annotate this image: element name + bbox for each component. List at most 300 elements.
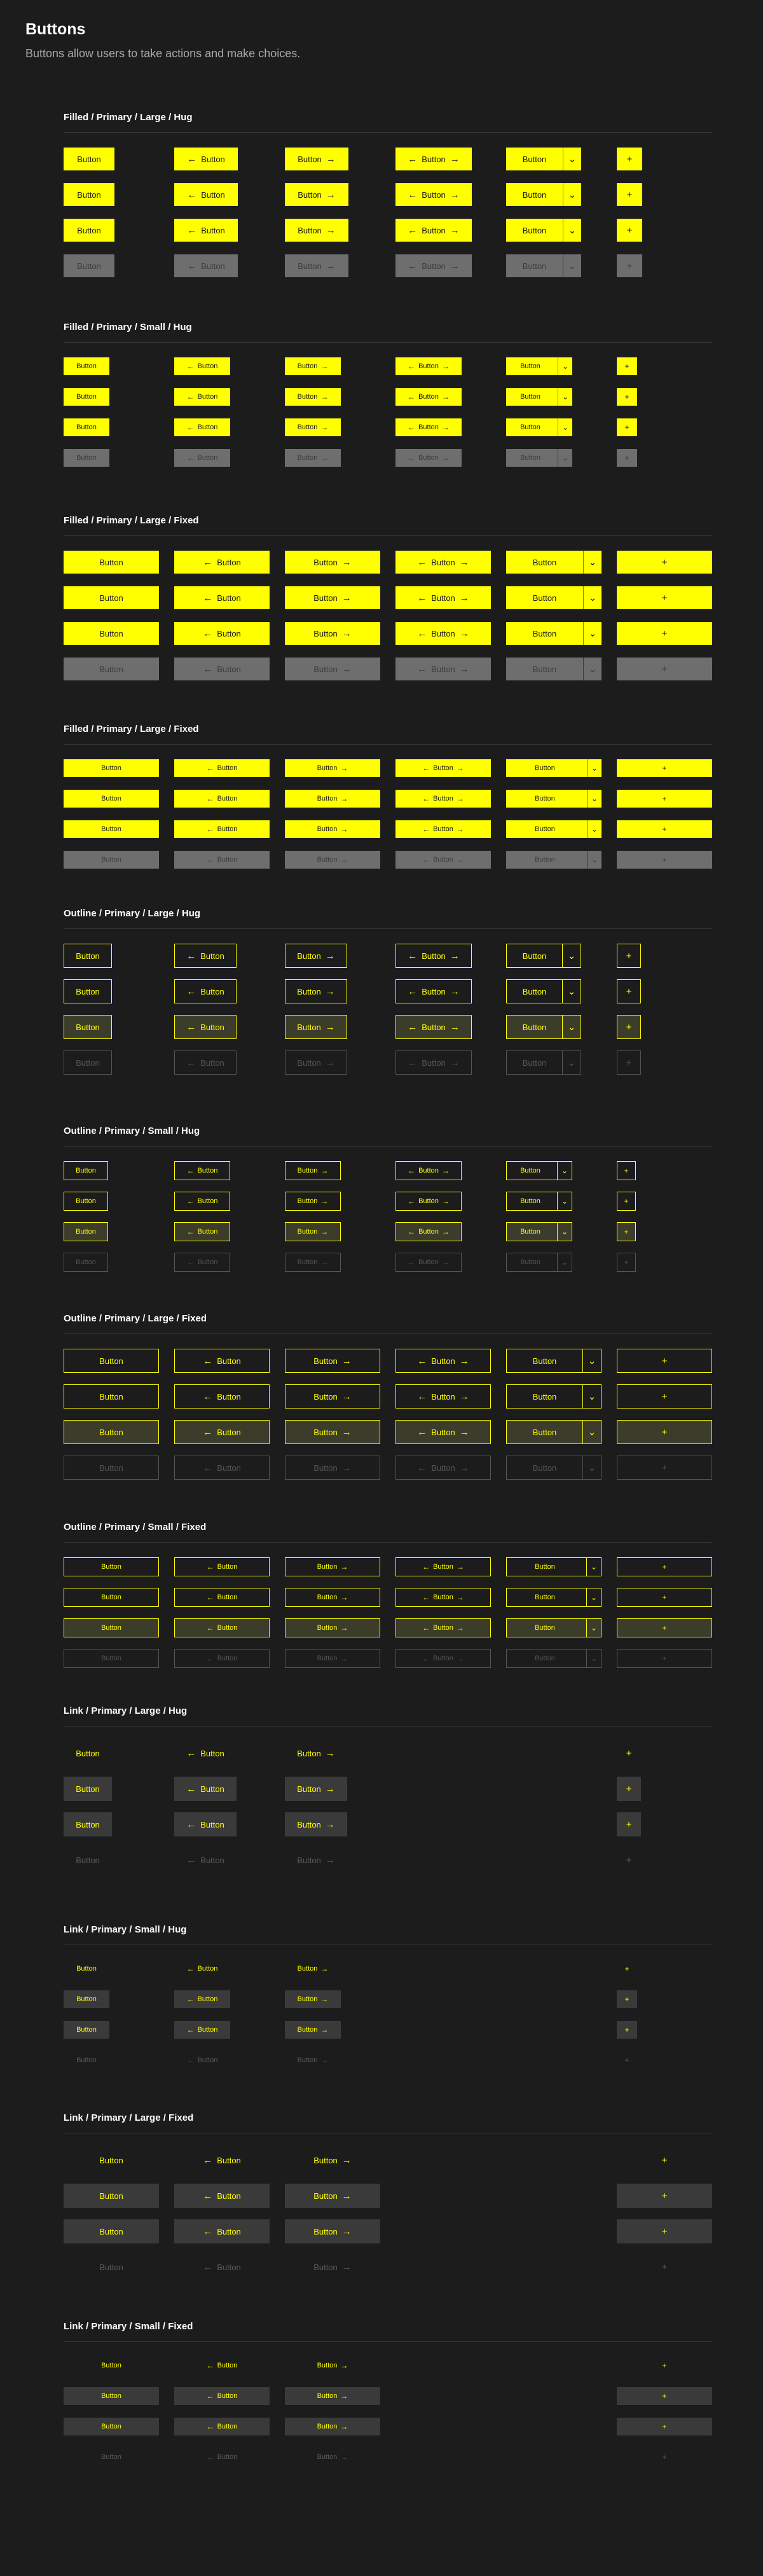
text-button[interactable] xyxy=(64,1848,112,1872)
button-with-both-icons[interactable] xyxy=(395,586,491,609)
button-with-trailing-icon[interactable] xyxy=(285,1420,380,1444)
split-dropdown-button[interactable] xyxy=(506,1050,581,1075)
button-with-trailing-icon[interactable] xyxy=(285,820,380,838)
button-with-trailing-icon[interactable] xyxy=(285,183,348,206)
button-with-trailing-icon[interactable] xyxy=(285,2184,380,2208)
button-with-trailing-icon[interactable] xyxy=(285,388,341,406)
split-button-caret[interactable] xyxy=(558,418,572,436)
text-button[interactable] xyxy=(64,2448,159,2466)
split-button-caret[interactable] xyxy=(562,944,581,967)
split-button-caret[interactable] xyxy=(587,790,601,808)
button-with-leading-icon[interactable] xyxy=(174,1349,270,1373)
button-with-leading-icon[interactable] xyxy=(174,790,270,808)
button-with-leading-icon[interactable] xyxy=(174,586,270,609)
text-button[interactable] xyxy=(64,1990,109,2008)
split-dropdown-button[interactable] xyxy=(506,219,581,242)
split-dropdown-button[interactable] xyxy=(506,851,601,869)
button-with-both-icons[interactable] xyxy=(395,449,462,467)
add-icon-button[interactable] xyxy=(617,2184,712,2208)
split-button-caret[interactable] xyxy=(586,1650,601,1667)
text-button[interactable] xyxy=(64,1161,108,1180)
split-button-main[interactable] xyxy=(507,1253,554,1271)
text-button[interactable] xyxy=(64,586,159,609)
button-with-trailing-icon[interactable] xyxy=(285,1848,347,1872)
split-button-caret[interactable] xyxy=(583,658,601,680)
button-with-trailing-icon[interactable] xyxy=(285,1384,380,1409)
button-with-trailing-icon[interactable] xyxy=(285,851,380,869)
button-with-both-icons[interactable] xyxy=(395,790,491,808)
button-with-both-icons[interactable] xyxy=(395,1253,462,1272)
button-with-leading-icon[interactable] xyxy=(174,851,270,869)
split-button-caret[interactable] xyxy=(583,586,601,609)
add-icon-button[interactable] xyxy=(617,1420,712,1444)
button-with-trailing-icon[interactable] xyxy=(285,1192,341,1211)
split-button-caret[interactable] xyxy=(582,1349,601,1372)
text-button[interactable] xyxy=(64,790,159,808)
text-button[interactable] xyxy=(64,388,109,406)
text-button[interactable] xyxy=(64,1192,108,1211)
button-with-leading-icon[interactable] xyxy=(174,1384,270,1409)
button-with-both-icons[interactable] xyxy=(395,658,491,680)
text-button[interactable] xyxy=(64,1812,112,1836)
text-button[interactable] xyxy=(64,254,114,277)
button-with-trailing-icon[interactable] xyxy=(285,2255,380,2279)
button-with-leading-icon[interactable] xyxy=(174,388,230,406)
split-button-caret[interactable] xyxy=(582,1421,601,1443)
button-with-leading-icon[interactable] xyxy=(174,183,238,206)
split-button-main[interactable] xyxy=(506,622,583,645)
button-with-trailing-icon[interactable] xyxy=(285,2148,380,2172)
split-button-caret[interactable] xyxy=(557,1192,572,1210)
button-with-both-icons[interactable] xyxy=(395,979,472,1003)
button-with-both-icons[interactable] xyxy=(395,759,491,777)
add-icon-button[interactable] xyxy=(617,979,641,1003)
text-button[interactable] xyxy=(64,1456,159,1480)
add-icon-button[interactable] xyxy=(617,1192,636,1211)
button-with-trailing-icon[interactable] xyxy=(285,148,348,170)
button-with-leading-icon[interactable] xyxy=(174,1618,270,1637)
split-button-main[interactable] xyxy=(507,1051,562,1074)
split-button-main[interactable] xyxy=(507,1349,582,1372)
button-with-trailing-icon[interactable] xyxy=(285,1253,341,1272)
button-with-both-icons[interactable] xyxy=(395,357,462,375)
text-button[interactable] xyxy=(64,820,159,838)
text-button[interactable] xyxy=(64,2418,159,2435)
add-icon-button[interactable] xyxy=(617,586,712,609)
add-icon-button[interactable] xyxy=(617,2148,712,2172)
button-with-both-icons[interactable] xyxy=(395,148,472,170)
add-icon-button[interactable] xyxy=(617,1741,641,1765)
split-button-caret[interactable] xyxy=(587,759,601,777)
split-button-main[interactable] xyxy=(507,1456,582,1479)
add-icon-button[interactable] xyxy=(617,254,642,277)
text-button[interactable] xyxy=(64,449,109,467)
button-with-leading-icon[interactable] xyxy=(174,2357,270,2374)
add-icon-button[interactable] xyxy=(617,2219,712,2243)
split-button-main[interactable] xyxy=(506,183,563,206)
text-button[interactable] xyxy=(64,2255,159,2279)
split-dropdown-button[interactable] xyxy=(506,357,572,375)
split-dropdown-button[interactable] xyxy=(506,759,601,777)
split-button-caret[interactable] xyxy=(562,1051,581,1074)
button-with-trailing-icon[interactable] xyxy=(285,1222,341,1241)
split-dropdown-button[interactable] xyxy=(506,254,581,277)
button-with-both-icons[interactable] xyxy=(395,1349,491,1373)
button-with-leading-icon[interactable] xyxy=(174,1456,270,1480)
split-dropdown-button[interactable] xyxy=(506,1349,601,1373)
split-button-main[interactable] xyxy=(507,1619,583,1637)
text-button[interactable] xyxy=(64,2387,159,2405)
split-button-main[interactable] xyxy=(507,1016,562,1038)
button-with-leading-icon[interactable] xyxy=(174,551,270,574)
add-icon-button[interactable] xyxy=(617,944,641,968)
button-with-trailing-icon[interactable] xyxy=(285,1557,380,1576)
add-icon-button[interactable] xyxy=(617,1222,636,1241)
split-dropdown-button[interactable] xyxy=(506,1420,601,1444)
split-button-caret[interactable] xyxy=(582,1385,601,1408)
button-with-leading-icon[interactable] xyxy=(174,1253,230,1272)
button-with-leading-icon[interactable] xyxy=(174,1812,237,1836)
button-with-leading-icon[interactable] xyxy=(174,254,238,277)
add-icon-button[interactable] xyxy=(617,148,642,170)
button-with-leading-icon[interactable] xyxy=(174,219,238,242)
button-with-both-icons[interactable] xyxy=(395,1557,491,1576)
text-button[interactable] xyxy=(64,1649,159,1668)
split-button-main[interactable] xyxy=(506,790,584,808)
button-with-trailing-icon[interactable] xyxy=(285,219,348,242)
text-button[interactable] xyxy=(64,944,112,968)
button-with-leading-icon[interactable] xyxy=(174,1192,230,1211)
text-button[interactable] xyxy=(64,1253,108,1272)
text-button[interactable] xyxy=(64,2021,109,2039)
split-dropdown-button[interactable] xyxy=(506,586,601,609)
button-with-trailing-icon[interactable] xyxy=(285,1618,380,1637)
button-with-leading-icon[interactable] xyxy=(174,418,230,436)
button-with-leading-icon[interactable] xyxy=(174,2021,230,2039)
button-with-trailing-icon[interactable] xyxy=(285,622,380,645)
add-icon-button[interactable] xyxy=(617,1777,641,1801)
button-with-leading-icon[interactable] xyxy=(174,759,270,777)
button-with-trailing-icon[interactable] xyxy=(285,1456,380,1480)
split-button-caret[interactable] xyxy=(586,1588,601,1606)
button-with-both-icons[interactable] xyxy=(395,418,462,436)
split-dropdown-button[interactable] xyxy=(506,148,581,170)
button-with-trailing-icon[interactable] xyxy=(285,2418,380,2435)
button-with-both-icons[interactable] xyxy=(395,820,491,838)
button-with-leading-icon[interactable] xyxy=(174,2448,270,2466)
split-button-caret[interactable] xyxy=(583,622,601,645)
button-with-leading-icon[interactable] xyxy=(174,1960,230,1978)
split-button-caret[interactable] xyxy=(586,1558,601,1576)
add-icon-button[interactable] xyxy=(617,2448,712,2466)
button-with-both-icons[interactable] xyxy=(395,1161,462,1180)
button-with-both-icons[interactable] xyxy=(395,1649,491,1668)
split-button-caret[interactable] xyxy=(563,254,581,277)
split-button-main[interactable] xyxy=(507,944,562,967)
add-icon-button[interactable] xyxy=(617,1161,636,1180)
split-dropdown-button[interactable] xyxy=(506,1015,581,1039)
button-with-trailing-icon[interactable] xyxy=(285,1050,347,1075)
split-button-caret[interactable] xyxy=(582,1456,601,1479)
split-button-main[interactable] xyxy=(506,851,584,869)
button-with-trailing-icon[interactable] xyxy=(285,979,347,1003)
button-with-leading-icon[interactable] xyxy=(174,1588,270,1607)
button-with-trailing-icon[interactable] xyxy=(285,790,380,808)
button-with-trailing-icon[interactable] xyxy=(285,2448,380,2466)
add-icon-button[interactable] xyxy=(617,820,712,838)
button-with-trailing-icon[interactable] xyxy=(285,2051,341,2069)
button-with-trailing-icon[interactable] xyxy=(285,1990,341,2008)
split-dropdown-button[interactable] xyxy=(506,1588,601,1607)
split-button-caret[interactable] xyxy=(587,851,601,869)
button-with-trailing-icon[interactable] xyxy=(285,1349,380,1373)
button-with-trailing-icon[interactable] xyxy=(285,1777,347,1801)
split-button-caret[interactable] xyxy=(586,1619,601,1637)
text-button[interactable] xyxy=(64,622,159,645)
add-icon-button[interactable] xyxy=(617,388,637,406)
add-icon-button[interactable] xyxy=(617,2255,712,2279)
split-dropdown-button[interactable] xyxy=(506,1192,572,1211)
button-with-trailing-icon[interactable] xyxy=(285,1015,347,1039)
button-with-trailing-icon[interactable] xyxy=(285,1588,380,1607)
button-with-leading-icon[interactable] xyxy=(174,820,270,838)
add-icon-button[interactable] xyxy=(617,1384,712,1409)
split-button-main[interactable] xyxy=(506,357,554,375)
button-with-leading-icon[interactable] xyxy=(174,449,230,467)
text-button[interactable] xyxy=(64,1777,112,1801)
button-with-trailing-icon[interactable] xyxy=(285,944,347,968)
split-button-main[interactable] xyxy=(507,1223,554,1241)
text-button[interactable] xyxy=(64,1349,159,1373)
button-with-leading-icon[interactable] xyxy=(174,2219,270,2243)
button-with-both-icons[interactable] xyxy=(395,551,491,574)
button-with-trailing-icon[interactable] xyxy=(285,1812,347,1836)
add-icon-button[interactable] xyxy=(617,183,642,206)
button-with-leading-icon[interactable] xyxy=(174,658,270,680)
button-with-both-icons[interactable] xyxy=(395,1618,491,1637)
button-with-leading-icon[interactable] xyxy=(174,979,237,1003)
split-button-caret[interactable] xyxy=(557,1253,572,1271)
text-button[interactable] xyxy=(64,2219,159,2243)
button-with-trailing-icon[interactable] xyxy=(285,586,380,609)
split-button-caret[interactable] xyxy=(587,820,601,838)
split-button-caret[interactable] xyxy=(563,183,581,206)
split-dropdown-button[interactable] xyxy=(506,1222,572,1241)
add-icon-button[interactable] xyxy=(617,1618,712,1637)
button-with-trailing-icon[interactable] xyxy=(285,254,348,277)
split-dropdown-button[interactable] xyxy=(506,1649,601,1668)
add-icon-button[interactable] xyxy=(617,1990,637,2008)
split-button-main[interactable] xyxy=(506,388,554,406)
button-with-leading-icon[interactable] xyxy=(174,2148,270,2172)
split-button-caret[interactable] xyxy=(558,388,572,406)
split-button-main[interactable] xyxy=(506,658,583,680)
text-button[interactable] xyxy=(64,148,114,170)
split-button-caret[interactable] xyxy=(558,357,572,375)
add-icon-button[interactable] xyxy=(617,1848,641,1872)
text-button[interactable] xyxy=(64,658,159,680)
add-icon-button[interactable] xyxy=(617,851,712,869)
split-dropdown-button[interactable] xyxy=(506,1456,601,1480)
add-icon-button[interactable] xyxy=(617,1349,712,1373)
button-with-both-icons[interactable] xyxy=(395,1015,472,1039)
button-with-trailing-icon[interactable] xyxy=(285,357,341,375)
button-with-leading-icon[interactable] xyxy=(174,148,238,170)
add-icon-button[interactable] xyxy=(617,219,642,242)
split-button-main[interactable] xyxy=(506,820,584,838)
split-button-caret[interactable] xyxy=(557,1223,572,1241)
button-with-both-icons[interactable] xyxy=(395,1222,462,1241)
text-button[interactable] xyxy=(64,2184,159,2208)
add-icon-button[interactable] xyxy=(617,2021,637,2039)
button-with-trailing-icon[interactable] xyxy=(285,551,380,574)
split-button-main[interactable] xyxy=(507,980,562,1003)
add-icon-button[interactable] xyxy=(617,357,637,375)
split-button-caret[interactable] xyxy=(583,551,601,574)
button-with-both-icons[interactable] xyxy=(395,851,491,869)
split-button-main[interactable] xyxy=(506,586,583,609)
button-with-leading-icon[interactable] xyxy=(174,2051,230,2069)
split-button-caret[interactable] xyxy=(562,980,581,1003)
button-with-both-icons[interactable] xyxy=(395,1456,491,1480)
add-icon-button[interactable] xyxy=(617,1649,712,1668)
button-with-both-icons[interactable] xyxy=(395,1420,491,1444)
button-with-trailing-icon[interactable] xyxy=(285,658,380,680)
button-with-trailing-icon[interactable] xyxy=(285,2021,341,2039)
add-icon-button[interactable] xyxy=(617,1050,641,1075)
text-button[interactable] xyxy=(64,1618,159,1637)
split-dropdown-button[interactable] xyxy=(506,183,581,206)
button-with-leading-icon[interactable] xyxy=(174,1161,230,1180)
split-dropdown-button[interactable] xyxy=(506,388,572,406)
split-dropdown-button[interactable] xyxy=(506,1161,572,1180)
text-button[interactable] xyxy=(64,2051,109,2069)
text-button[interactable] xyxy=(64,2357,159,2374)
split-button-main[interactable] xyxy=(506,254,563,277)
split-button-main[interactable] xyxy=(507,1192,554,1210)
split-button-main[interactable] xyxy=(507,1650,583,1667)
add-icon-button[interactable] xyxy=(617,2387,712,2405)
button-with-leading-icon[interactable] xyxy=(174,1649,270,1668)
text-button[interactable] xyxy=(64,1384,159,1409)
split-dropdown-button[interactable] xyxy=(506,622,601,645)
add-icon-button[interactable] xyxy=(617,449,637,467)
button-with-both-icons[interactable] xyxy=(395,944,472,968)
button-with-leading-icon[interactable] xyxy=(174,357,230,375)
split-dropdown-button[interactable] xyxy=(506,1253,572,1272)
button-with-leading-icon[interactable] xyxy=(174,2184,270,2208)
add-icon-button[interactable] xyxy=(617,1015,641,1039)
button-with-trailing-icon[interactable] xyxy=(285,2219,380,2243)
add-icon-button[interactable] xyxy=(617,1456,712,1480)
button-with-leading-icon[interactable] xyxy=(174,1741,237,1765)
button-with-both-icons[interactable] xyxy=(395,1384,491,1409)
text-button[interactable] xyxy=(64,183,114,206)
split-button-main[interactable] xyxy=(506,219,563,242)
add-icon-button[interactable] xyxy=(617,2357,712,2374)
add-icon-button[interactable] xyxy=(617,551,712,574)
split-dropdown-button[interactable] xyxy=(506,820,601,838)
add-icon-button[interactable] xyxy=(617,1253,636,1272)
split-dropdown-button[interactable] xyxy=(506,658,601,680)
split-dropdown-button[interactable] xyxy=(506,449,572,467)
split-button-main[interactable] xyxy=(506,418,554,436)
button-with-leading-icon[interactable] xyxy=(174,1557,270,1576)
text-button[interactable] xyxy=(64,979,112,1003)
split-button-main[interactable] xyxy=(507,1558,583,1576)
text-button[interactable] xyxy=(64,418,109,436)
text-button[interactable] xyxy=(64,1420,159,1444)
split-dropdown-button[interactable] xyxy=(506,944,581,968)
text-button[interactable] xyxy=(64,1960,109,1978)
split-button-main[interactable] xyxy=(506,148,563,170)
split-dropdown-button[interactable] xyxy=(506,551,601,574)
add-icon-button[interactable] xyxy=(617,2051,637,2069)
button-with-both-icons[interactable] xyxy=(395,1050,472,1075)
button-with-trailing-icon[interactable] xyxy=(285,449,341,467)
text-button[interactable] xyxy=(64,1741,112,1765)
button-with-trailing-icon[interactable] xyxy=(285,1161,341,1180)
split-button-caret[interactable] xyxy=(563,148,581,170)
split-dropdown-button[interactable] xyxy=(506,1384,601,1409)
button-with-leading-icon[interactable] xyxy=(174,1990,230,2008)
add-icon-button[interactable] xyxy=(617,1588,712,1607)
split-button-main[interactable] xyxy=(507,1421,582,1443)
button-with-both-icons[interactable] xyxy=(395,254,472,277)
add-icon-button[interactable] xyxy=(617,1557,712,1576)
text-button[interactable] xyxy=(64,551,159,574)
split-dropdown-button[interactable] xyxy=(506,790,601,808)
button-with-both-icons[interactable] xyxy=(395,622,491,645)
split-dropdown-button[interactable] xyxy=(506,418,572,436)
button-with-leading-icon[interactable] xyxy=(174,2418,270,2435)
split-dropdown-button[interactable] xyxy=(506,979,581,1003)
split-button-caret[interactable] xyxy=(558,449,572,467)
split-button-main[interactable] xyxy=(506,551,583,574)
add-icon-button[interactable] xyxy=(617,790,712,808)
split-button-caret[interactable] xyxy=(557,1162,572,1180)
split-button-main[interactable] xyxy=(507,1588,583,1606)
split-button-main[interactable] xyxy=(506,759,584,777)
text-button[interactable] xyxy=(64,759,159,777)
split-button-main[interactable] xyxy=(507,1385,582,1408)
button-with-leading-icon[interactable] xyxy=(174,1222,230,1241)
button-with-leading-icon[interactable] xyxy=(174,2255,270,2279)
split-button-caret[interactable] xyxy=(562,1016,581,1038)
button-with-both-icons[interactable] xyxy=(395,1588,491,1607)
text-button[interactable] xyxy=(64,219,114,242)
text-button[interactable] xyxy=(64,1015,112,1039)
split-dropdown-button[interactable] xyxy=(506,1557,601,1576)
button-with-trailing-icon[interactable] xyxy=(285,418,341,436)
text-button[interactable] xyxy=(64,851,159,869)
text-button[interactable] xyxy=(64,1050,112,1075)
button-with-leading-icon[interactable] xyxy=(174,1777,237,1801)
add-icon-button[interactable] xyxy=(617,2418,712,2435)
split-button-main[interactable] xyxy=(507,1162,554,1180)
button-with-leading-icon[interactable] xyxy=(174,622,270,645)
button-with-leading-icon[interactable] xyxy=(174,1420,270,1444)
button-with-trailing-icon[interactable] xyxy=(285,1960,341,1978)
button-with-trailing-icon[interactable] xyxy=(285,2357,380,2374)
text-button[interactable] xyxy=(64,1588,159,1607)
button-with-trailing-icon[interactable] xyxy=(285,1741,347,1765)
button-with-leading-icon[interactable] xyxy=(174,2387,270,2405)
add-icon-button[interactable] xyxy=(617,759,712,777)
add-icon-button[interactable] xyxy=(617,1960,637,1978)
button-with-leading-icon[interactable] xyxy=(174,1050,237,1075)
split-dropdown-button[interactable] xyxy=(506,1618,601,1637)
